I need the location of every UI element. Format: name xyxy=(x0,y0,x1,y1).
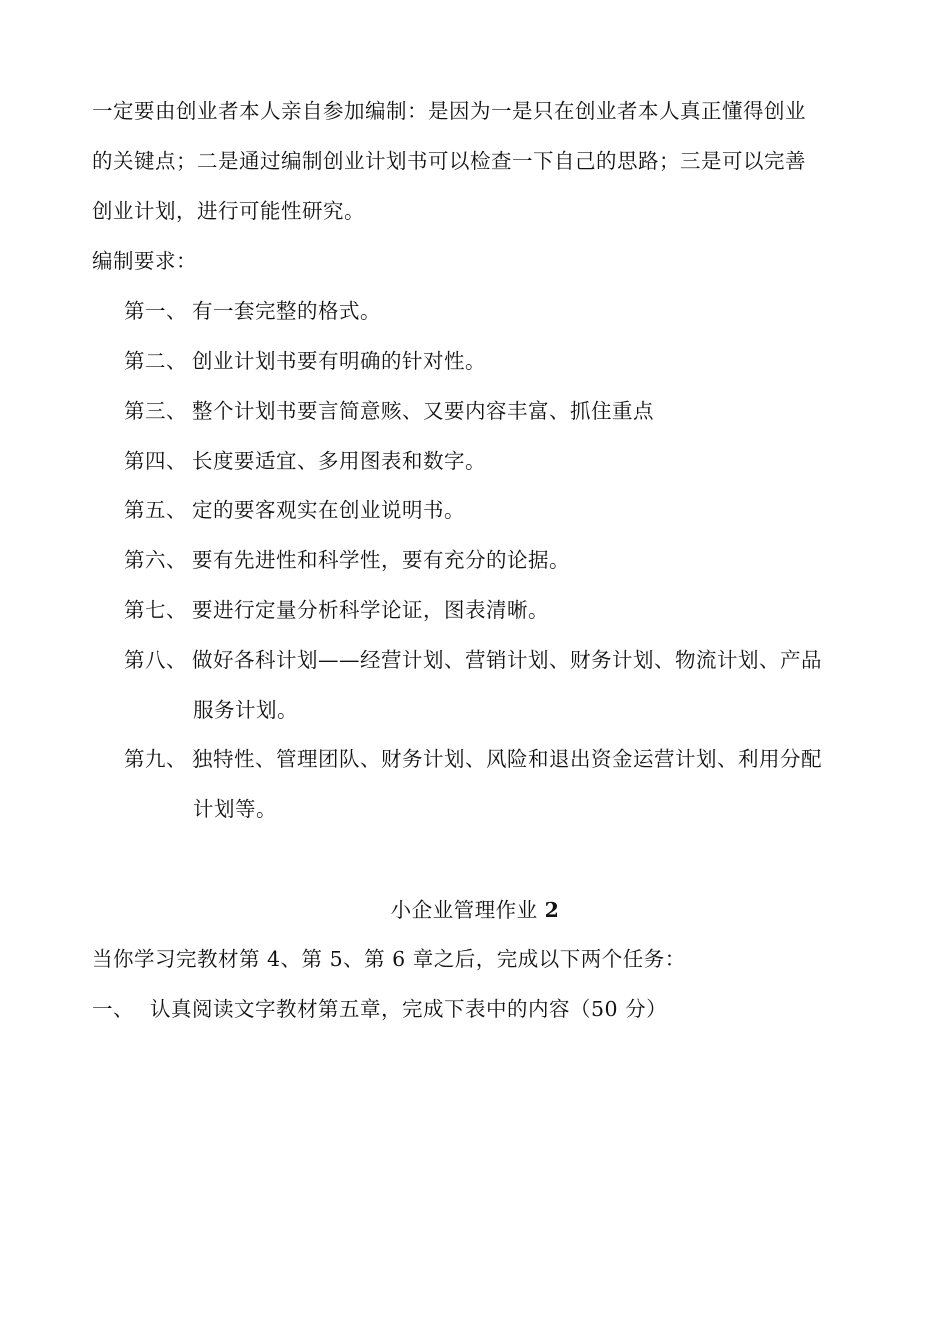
item-number: 第一、 xyxy=(124,299,187,323)
list-item xyxy=(124,347,486,375)
intro-line-1: 一定要由创业者本人亲自参加编制：是因为一是只在创业者本人真正懂得创业 xyxy=(92,99,806,123)
item-text: 做好各科计划——经营计划、营销计划、财务计划、物流计划、产品 xyxy=(192,648,822,672)
list-item xyxy=(124,596,549,624)
intro-line-2: 的关键点；二是通过编制创业计划书可以检查一下自己的思路；三是可以完善 xyxy=(92,149,806,173)
list-item xyxy=(124,496,465,524)
item-continuation: 计划等。 xyxy=(193,797,277,821)
item-text: 创业计划书要有明确的针对性。 xyxy=(192,349,486,373)
task-text: 认真阅读文字教材第五章，完成下表中的内容（50 分） xyxy=(150,997,668,1021)
item-number: 第三、 xyxy=(124,399,187,423)
title-number: 2 xyxy=(544,898,560,922)
item-number: 第八、 xyxy=(124,648,187,672)
item-number: 第六、 xyxy=(124,548,187,572)
item-text: 有一套完整的格式。 xyxy=(192,299,381,323)
list-item xyxy=(124,745,822,773)
list-item xyxy=(124,397,654,425)
title-text: 小企业管理作业 xyxy=(390,898,538,922)
item-number: 第九、 xyxy=(124,747,187,771)
list-item xyxy=(124,447,486,475)
item-text: 整个计划书要言简意赅、又要内容丰富、抓住重点 xyxy=(192,399,654,423)
item-number: 第五、 xyxy=(124,498,187,522)
item-text: 要有先进性和科学性，要有充分的论据。 xyxy=(192,548,570,572)
item-text: 定的要客观实在创业说明书。 xyxy=(192,498,465,522)
item-text: 独特性、管理团队、财务计划、风险和退出资金运营计划、利用分配 xyxy=(192,747,822,771)
list-item xyxy=(124,646,822,674)
page-title xyxy=(0,896,950,924)
task-item xyxy=(92,995,667,1023)
item-continuation: 服务计划。 xyxy=(193,698,298,722)
item-number: 第七、 xyxy=(124,598,187,622)
item-number: 第二、 xyxy=(124,349,187,373)
item-text: 长度要适宜、多用图表和数字。 xyxy=(192,449,486,473)
list-item xyxy=(124,546,570,574)
intro-line-3: 创业计划，进行可能性研究。 xyxy=(92,199,365,223)
item-number: 第四、 xyxy=(124,449,187,473)
item-text: 要进行定量分析科学论证，图表清晰。 xyxy=(192,598,549,622)
task-number: 一、 xyxy=(92,997,134,1021)
list-item xyxy=(124,297,381,325)
assignment-intro: 当你学习完教材第 4、第 5、第 6 章之后，完成以下两个任务： xyxy=(92,947,686,971)
requirements-heading: 编制要求： xyxy=(92,249,197,273)
